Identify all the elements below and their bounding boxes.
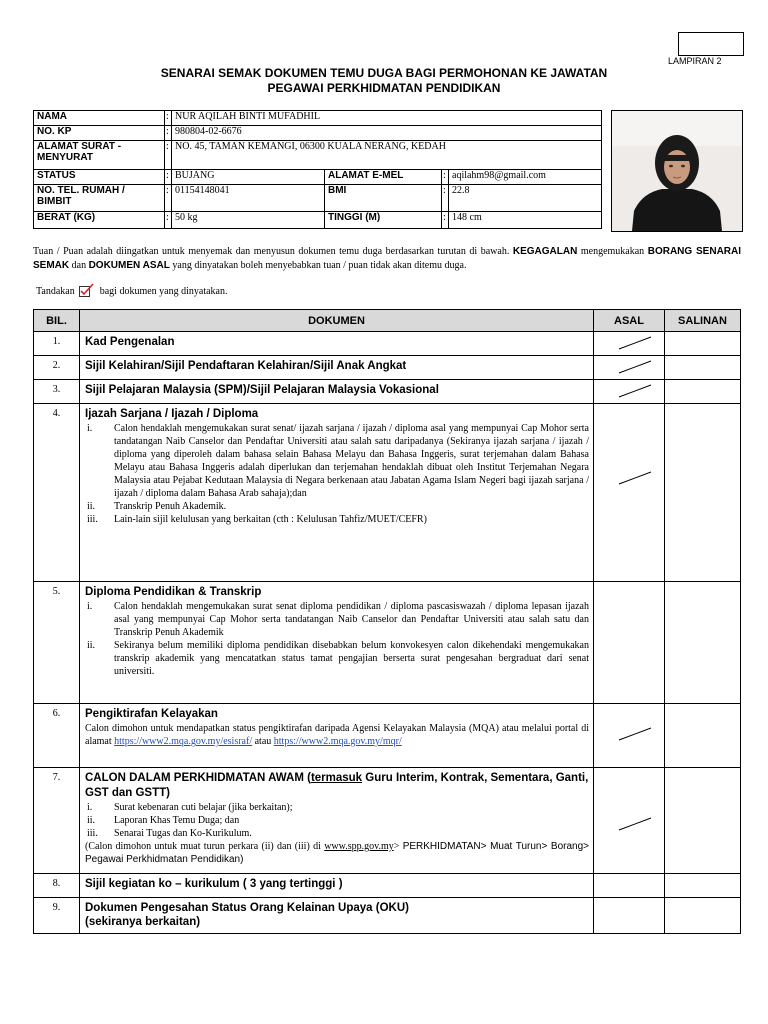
row-title: Sijil Kelahiran/Sijil Pendaftaran Kelahiran/Sijil Anak Angkat: [85, 360, 407, 372]
asal-checkbox[interactable]: [594, 704, 665, 768]
row-bil: 1.: [34, 332, 80, 356]
asal-checkbox[interactable]: [594, 332, 665, 356]
salinan-checkbox[interactable]: [665, 582, 741, 704]
item-number: ii.: [87, 501, 96, 512]
tick-mark-icon: [618, 383, 652, 399]
asal-checkbox[interactable]: [594, 404, 665, 582]
asal-checkbox[interactable]: [594, 874, 665, 898]
salinan-checkbox[interactable]: [665, 356, 741, 380]
colon: :: [165, 141, 172, 170]
applicant-info-table: [33, 110, 602, 229]
nama-value: NUR AQILAH BINTI MUFADHIL: [172, 111, 602, 126]
note-text: (Calon dimohon untuk muat turun perkara (ii) dan (iii) di: [85, 841, 321, 852]
colon: :: [442, 212, 449, 229]
atau-text: atau: [254, 736, 272, 747]
table-row: [34, 874, 741, 898]
table-row: [34, 356, 741, 380]
item-text: Surat kebenaran cuti belajar (jika berkaitan);: [114, 802, 293, 813]
tel-label: NO. TEL. RUMAH / BIMBIT: [34, 185, 165, 212]
list-item: [85, 814, 589, 827]
table-row: [34, 380, 741, 404]
row-dokumen: [80, 404, 594, 582]
item-text: Calon hendaklah mengemukakan surat senat/ ijazah sarjana / ijazah / diploma asal yang mempunyai Cap Mohor serta tandatangan Naib Canselor dan Pendaftar Universiti atau salah satu daripadanya (Sekiranya ijazah sarjana / ijazah / diploma yang diperoleh dalam bahasa selain Bahasa Melayu dan Bahasa Inggeris, surat terjemahan dalam Bahasa Melayu atau Bahasa Inggeris adalah diperlukan dan terjemahan hendaklah dibuat oleh Institut Terjemahan Negara Malaysia atau Pejabat Kedutaan Malaysia di Negara berkenaan atau Jabatan Agama Islam Negeri bagi ijazah sarjana / ijazah / diploma dalam Bahasa Arab sahaja);dan: [114, 423, 589, 499]
lampiran-label: LAMPIRAN 2: [668, 56, 722, 66]
list-item: [85, 422, 589, 500]
title-part: Guru Interim, Kontrak, Sementara, Ganti, GST dan GSTT): [85, 772, 589, 799]
list-item: [85, 500, 589, 513]
nokp-label: NO. KP: [34, 126, 165, 141]
sub-list: [85, 801, 589, 840]
row-bil: 3.: [34, 380, 80, 404]
table-row: [34, 898, 741, 934]
row-bil: 4.: [34, 404, 80, 582]
row-dokumen: [80, 582, 594, 704]
row-bil: 8.: [34, 874, 80, 898]
asal-checkbox[interactable]: [594, 356, 665, 380]
row-bil: 2.: [34, 356, 80, 380]
table-row: [34, 582, 741, 704]
colon: :: [165, 111, 172, 126]
item-text: Lain-lain sijil kelulusan yang berkaitan (cth : Kelulusan Tahfiz/MUET/CEFR): [114, 514, 427, 525]
intro-bold-kegagalan: KEGAGALAN: [512, 246, 578, 257]
row-title: Kad Pengenalan: [85, 336, 175, 348]
table-row: [34, 404, 741, 582]
checklist-table: [33, 309, 741, 934]
row-note: [85, 840, 589, 866]
header-salinan: SALINAN: [665, 310, 741, 332]
note-text: >: [393, 841, 400, 852]
table-row: [34, 704, 741, 768]
item-number: iii.: [87, 514, 98, 525]
item-number: ii.: [87, 815, 96, 826]
tel-value: 01154148041: [172, 185, 325, 212]
bmi-value: 22.8: [449, 185, 602, 212]
row-dokumen: [80, 704, 594, 768]
tandakan-instruction: [36, 283, 227, 300]
bmi-label: BMI: [325, 185, 442, 212]
intro-text-2: mengemukakan: [580, 246, 645, 257]
item-text: Laporan Khas Temu Duga; dan: [114, 815, 240, 826]
nama-label: NAMA: [34, 111, 165, 126]
email-value: aqilahm98@gmail.com: [449, 170, 602, 185]
note-path: PERKHIDMATAN> Muat Turun> Borang> Pegawai Perkhidmatan Pendidikan): [85, 841, 589, 865]
row-dokumen: [80, 898, 594, 934]
asal-checkbox[interactable]: [594, 380, 665, 404]
item-number: i.: [87, 601, 93, 612]
item-text: Transkrip Penuh Akademik.: [114, 501, 227, 512]
asal-checkbox[interactable]: [594, 768, 665, 874]
tinggi-value: 148 cm: [449, 212, 602, 229]
reference-box: [678, 32, 744, 56]
header-dokumen: DOKUMEN: [80, 310, 594, 332]
list-item: [85, 513, 589, 526]
colon: :: [165, 212, 172, 229]
tick-mark-icon: [618, 726, 652, 742]
title-line-1: SENARAI SEMAK DOKUMEN TEMU DUGA BAGI PERMOHONAN KE JAWATAN: [160, 66, 608, 80]
tick-mark-icon: [618, 335, 652, 351]
salinan-checkbox[interactable]: [665, 704, 741, 768]
intro-bold-dokumen: DOKUMEN ASAL: [88, 260, 170, 271]
berat-label: BERAT (KG): [34, 212, 165, 229]
email-label: ALAMAT E-MEL: [325, 170, 442, 185]
intro-text-3: dan: [71, 260, 87, 271]
list-item: [85, 600, 589, 639]
item-number: i.: [87, 802, 93, 813]
checkmark-icon: [79, 283, 95, 300]
row-title: Diploma Pendidikan & Transkrip: [85, 586, 262, 598]
list-item: [85, 639, 589, 678]
tick-mark-icon: [618, 816, 652, 832]
colon: :: [165, 185, 172, 212]
status-value: BUJANG: [172, 170, 325, 185]
tick-mark-icon: [618, 470, 652, 486]
colon: :: [442, 170, 449, 185]
table-header-row: [34, 310, 741, 332]
row-title: Ijazah Sarjana / Ijazah / Diploma: [85, 408, 259, 420]
row-title: Sijil Pelajaran Malaysia (SPM)/Sijil Pelajaran Malaysia Vokasional: [85, 384, 439, 396]
row-dokumen: [80, 380, 594, 404]
table-row: [34, 332, 741, 356]
item-text: Senarai Tugas dan Ko-Kurikulum.: [114, 828, 252, 839]
title-part: CALON DALAM PERKHIDMATAN AWAM (: [85, 772, 311, 784]
row-subtitle: (sekiranya berkaitan): [85, 916, 201, 928]
item-number: iii.: [87, 828, 98, 839]
row-title: [85, 771, 589, 801]
page-title: [100, 66, 668, 96]
sub-list: [85, 600, 589, 678]
list-item: [85, 827, 589, 840]
intro-text-1: Tuan / Puan adalah diingatkan untuk menyemak dan menyusun dokumen temu duga berdasarkan turutan di bawah.: [33, 246, 510, 257]
salinan-checkbox[interactable]: [665, 898, 741, 934]
alamat-label: ALAMAT SURAT - MENYURAT: [34, 141, 165, 170]
salinan-checkbox[interactable]: [665, 332, 741, 356]
nokp-value: 980804-02-6676: [172, 126, 602, 141]
mqa-mqr-link[interactable]: https://www2.mqa.gov.my/mqr/: [273, 736, 402, 747]
list-item: [85, 801, 589, 814]
row-title: Pengiktirafan Kelayakan: [85, 708, 218, 720]
row-title: Dokumen Pengesahan Status Orang Kelainan Upaya (OKU): [85, 902, 409, 914]
row-bil: 5.: [34, 582, 80, 704]
item-text: Sekiranya belum memiliki diploma pendidikan disebabkan belum konvokesyen calon dikehendaki mengemukakan transkrip akademik yang mencatatkan status tamat pengajian berserta surat pengesahan bergraduat dari senat universiti.: [114, 640, 589, 677]
asal-checkbox[interactable]: [594, 898, 665, 934]
item-number: i.: [87, 423, 93, 434]
row-dokumen: [80, 874, 594, 898]
colon: :: [165, 126, 172, 141]
berat-value: 50 kg: [172, 212, 325, 229]
row-bil: 6.: [34, 704, 80, 768]
status-label: STATUS: [34, 170, 165, 185]
spp-link[interactable]: www.spp.gov.my: [324, 841, 394, 852]
row-bil: 7.: [34, 768, 80, 874]
table-row: [34, 768, 741, 874]
description-text: Calon dimohon untuk mendapatkan status pengiktirafan daripada Agensi Kelayakan Malaysia (MQA) atau melalui portal di alamat: [85, 723, 589, 747]
intro-bold-borang: BORANG SENARAI SEMAK: [33, 246, 742, 271]
row-description: [85, 722, 589, 748]
row-dokumen: [80, 332, 594, 356]
header-bil: BIL.: [34, 310, 80, 332]
colon: :: [165, 170, 172, 185]
applicant-photo: [611, 110, 743, 232]
salinan-checkbox[interactable]: [665, 380, 741, 404]
mqa-esisraf-link[interactable]: https://www2.mqa.gov.my/esisraf/: [114, 736, 253, 747]
colon: :: [442, 185, 449, 212]
tandakan-end-text: bagi dokumen yang dinyatakan.: [99, 285, 228, 297]
row-title: Sijil kegiatan ko – kurikulum ( 3 yang tertinggi ): [85, 878, 343, 890]
tandakan-text: Tandakan: [36, 285, 75, 297]
salinan-checkbox[interactable]: [665, 768, 741, 874]
header-asal: ASAL: [594, 310, 665, 332]
title-underlined: termasuk: [310, 772, 363, 784]
asal-checkbox[interactable]: [594, 582, 665, 704]
tinggi-label: TINGGI (M): [325, 212, 442, 229]
salinan-checkbox[interactable]: [665, 404, 741, 582]
intro-text-4: yang dinyatakan boleh menyebabkan tuan / puan tidak akan ditemu duga.: [172, 260, 467, 271]
alamat-value: NO. 45, TAMAN KEMANGI, 06300 KUALA NERANG, KEDAH: [172, 141, 602, 170]
item-text: Calon hendaklah mengemukakan surat senat diploma pendidikan / diploma pascasiswazah / diploma lepasan ijazah asal yang mempunyai Cap Mohor serta tandatangan Naib Canselor dan Pendaftar Universiti atau salah satu dan Transkrip Penuh Akademik: [114, 601, 589, 638]
tick-mark-icon: [618, 359, 652, 375]
sub-list: [85, 422, 589, 526]
title-line-2: PEGAWAI PERKHIDMATAN PENDIDIKAN: [267, 81, 501, 95]
row-bil: 9.: [34, 898, 80, 934]
row-dokumen: [80, 356, 594, 380]
intro-paragraph: [33, 245, 741, 273]
item-number: ii.: [87, 640, 96, 651]
salinan-checkbox[interactable]: [665, 874, 741, 898]
row-dokumen: [80, 768, 594, 874]
